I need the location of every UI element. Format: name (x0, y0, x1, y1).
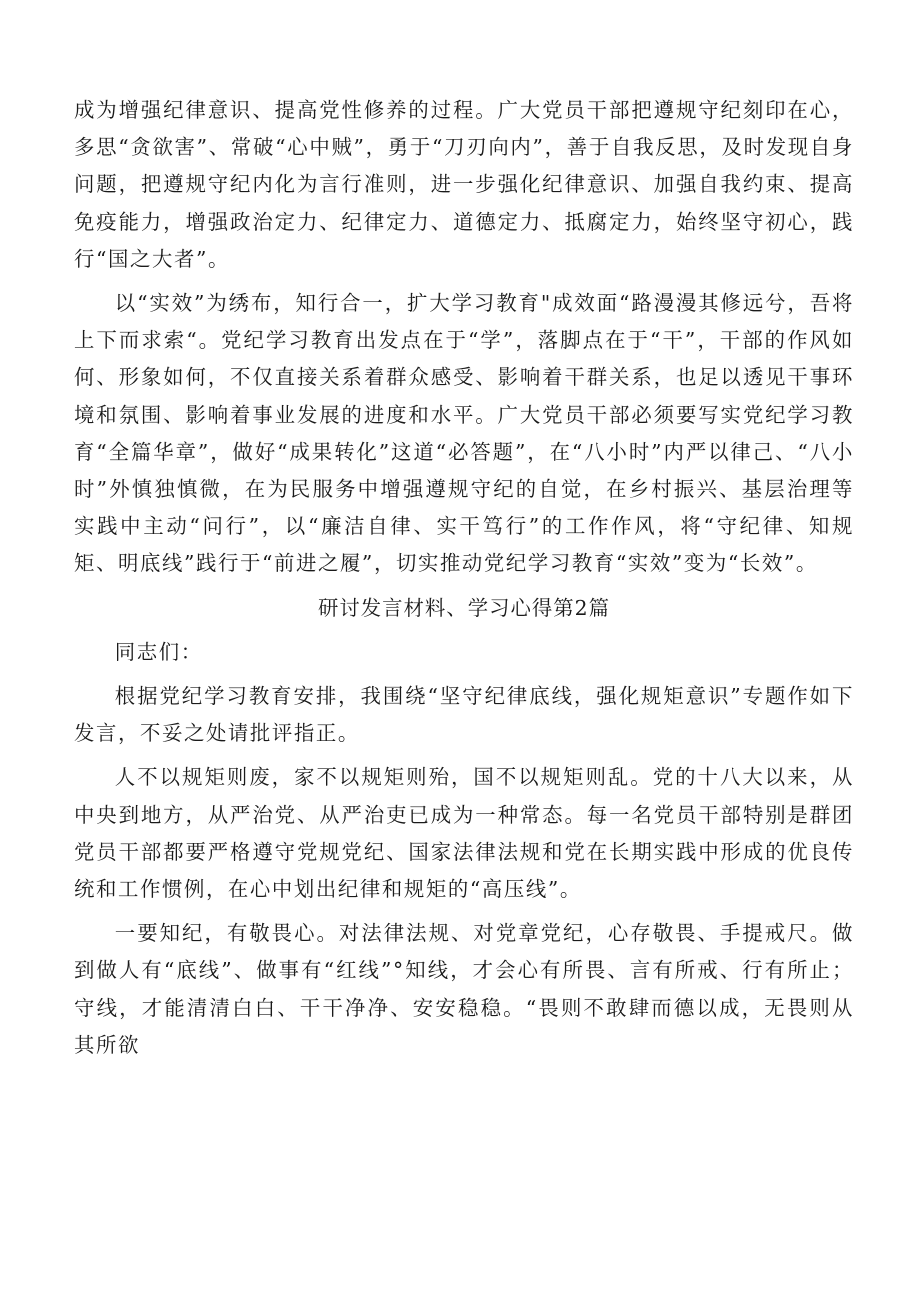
paragraph-guiju: 人不以规矩则废，家不以规矩则殆，国不以规矩则乱。党的十八大以来，从中央到地方，从严治党、从严治吏已成为一种常态。每一名党员干部特别是群团党员干部都要严格遵守党规党纪、国家法律法规和党在长期实践中形成的优良传统和工作惯例，在心中划出纪律和规矩的“高压线”。 (74, 765, 854, 902)
paragraph-intro: 根据党纪学习教育安排，我围绕“坚守纪律底线，强化规矩意识”专题作如下发言，不妥之处请批评指正。 (74, 684, 854, 746)
paragraph-shixiao: 以“实效”为绣布，知行合一，扩大学习教育"成效面“路漫漫其修远兮，吾将上下而求索“。党纪学习教育出发点在于“学”，落脚点在于“干”，干部的作风如何、形象如何，不仅直接关系着群众感受、影响着干群关系，也足以透见干事环境和氛围、影响着事业发展的进度和水平。广大党员干部必须要写实党纪学习教育“全篇华章”，做好“成果转化”这道“必答题”，在“八小时”内严以律己、“八小时”外慎独慎微，在为民服务中增强遵规守纪的自觉，在乡村振兴、基层治理等实践中主动“问行”，以“廉洁自律、实干笃行”的工作作风，将“守纪律、知规矩、明底线”践行于“前进之履”，切实推动党纪学习教育“实效”变为“长效”。 (74, 291, 854, 576)
paragraph-zhiji: 一要知纪，有敬畏心。对法律法规、对党章党纪，心存敬畏、手提戒尺。做到做人有“底线”、做事有“红线”°知线，才会心有所畏、言有所戒、行有所止；守线，才能清清白白、干干净净、安安稳稳。“畏则不敢肆而德以成，无畏则从其所欲 (74, 921, 854, 1057)
document-page (74, 92, 854, 1071)
salutation: 同志们： (114, 639, 203, 664)
section-heading: 研讨发言材料、学习心得第2篇 (317, 595, 611, 620)
paragraph-continuation: 成为增强纪律意识、提高党性修养的过程。广大党员干部把遵规守纪刻印在心，多思“贪欲害”、常破“心中贼”，勇于“刀刃向内”，善于自我反思，及时发现自身问题，把遵规守纪内化为言行准则，进一步强化纪律意识、加强自我约束、提高免疫能力，增强政治定力、纪律定力、道德定力、抵腐定力，始终坚守初心，践行“国之大者”。 (74, 98, 854, 271)
